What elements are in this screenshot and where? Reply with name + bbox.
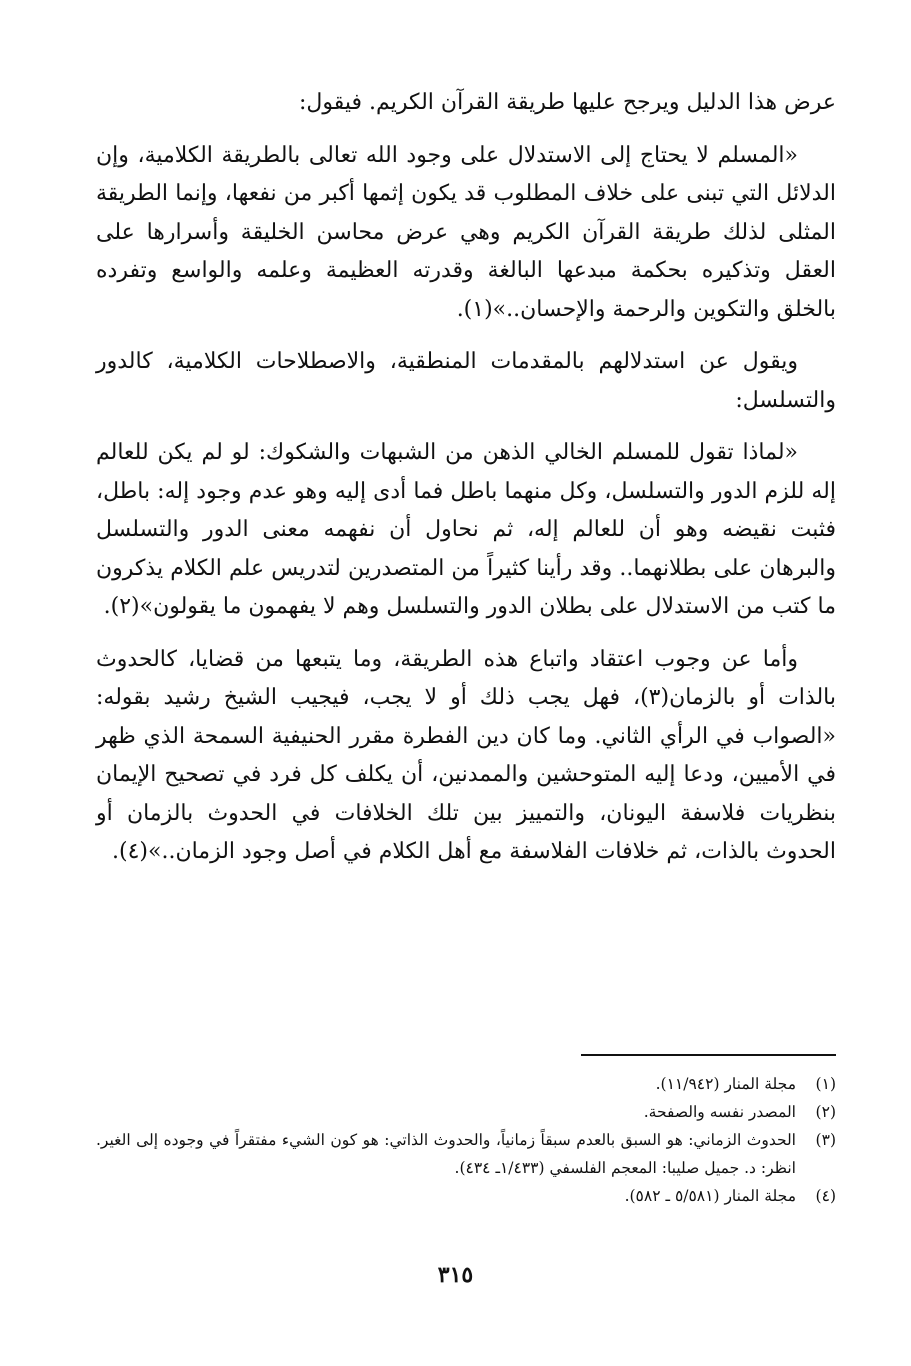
footnote-text: الحدوث الزماني: هو السبق بالعدم سبقاً زمانياً، والحدوث الذاتي: هو كون الشيء مفتقراً في وجوده إلى الغير. انظر: د. جميل صليبا: المعجم الفلسفي (١/٤٣٣ـ ٤٣٤). <box>96 1131 796 1177</box>
page-number: ٣١٥ <box>437 1262 474 1288</box>
footnote-text: المصدر نفسه والصفحة. <box>643 1103 796 1121</box>
footnote-item <box>96 1098 836 1126</box>
footnote-number: (٢) <box>815 1103 836 1121</box>
footnote-divider <box>581 1054 836 1056</box>
footnote-number: (٤) <box>815 1187 836 1205</box>
footnote-number: (٣) <box>815 1131 836 1149</box>
paragraph-2: ويقول عن استدلالهم بالمقدمات المنطقية، والاصطلاحات الكلامية، كالدور والتسلسل: <box>96 349 836 413</box>
footnote-item <box>96 1070 836 1098</box>
footnote-text: مجلة المنار (٥/٥٨١ ـ ٥٨٢). <box>624 1187 796 1205</box>
paragraph-quote-2: «لماذا تقول للمسلم الخالي الذهن من الشبهات والشكوك: لو لم يكن للعالم إله للزم الدور والتسلسل، وكل منهما باطل فما أدى إليه وهو عدم وجود إله: باطل، فثبت نقيضه وهو أن للعالم إله، ثم نحاول أن نفهمه معنى الدور والتسلسل والبرهان على بطلانهما.. وقد رأينا كثيراً من المتصدرين لتدريس علم الكلام يذكرون ما كتب من الاستدلال على بطلان الدور والتسلسل وهم لا يفهمون ما يقولون»(٢). <box>96 440 836 619</box>
paragraph-4: وأما عن وجوب اعتقاد واتباع هذه الطريقة، وما يتبعها من قضايا، كالحدوث بالذات أو بالزمان(٣)، فهل يجب ذلك أو لا يجب، فيجيب الشيخ رشيد بقوله: «الصواب في الرأي الثاني. وما كان دين الفطرة مقرر الحنيفية السمحة الذي ظهر في الأميين، ودعا إليه المتوحشين والممدنين، أن يكلف كل فرد في تصحيح الإيمان بنظريات فلاسفة اليونان، والتمييز بين تلك الخلافات في الحدوث بالزمان أو الحدوث بالذات، ثم خلافات الفلاسفة مع أهل الكلام في أصل وجود الزمان..»(٤). <box>96 646 836 864</box>
footnote-number: (١) <box>815 1075 836 1093</box>
footnotes <box>96 1070 836 1210</box>
main-text <box>96 84 836 886</box>
paragraph-quote-1: «المسلم لا يحتاج إلى الاستدلال على وجود الله تعالى بالطريقة الكلامية، وإن الدلائل التي تبنى على خلاف المطلوب قد يكون إثمها أكبر من نفعها، وإنما الطريقة المثلى لذلك طريقة القرآن الكريم وهي عرض محاسن الخليقة وأسرارها على العقل وتذكيره بحكمة مبدعها البالغة وقدرته العظيمة وعلمه والواسع وتفرده بالخلق والتكوين والرحمة والإحسان..»(١). <box>96 142 836 322</box>
footnote-item <box>96 1126 836 1182</box>
footnote-item <box>96 1182 836 1210</box>
paragraph-intro: عرض هذا الدليل ويرجح عليها طريقة القرآن الكريم. فيقول: <box>299 90 836 115</box>
footnote-text: مجلة المنار (١١/٩٤٢). <box>655 1075 796 1093</box>
